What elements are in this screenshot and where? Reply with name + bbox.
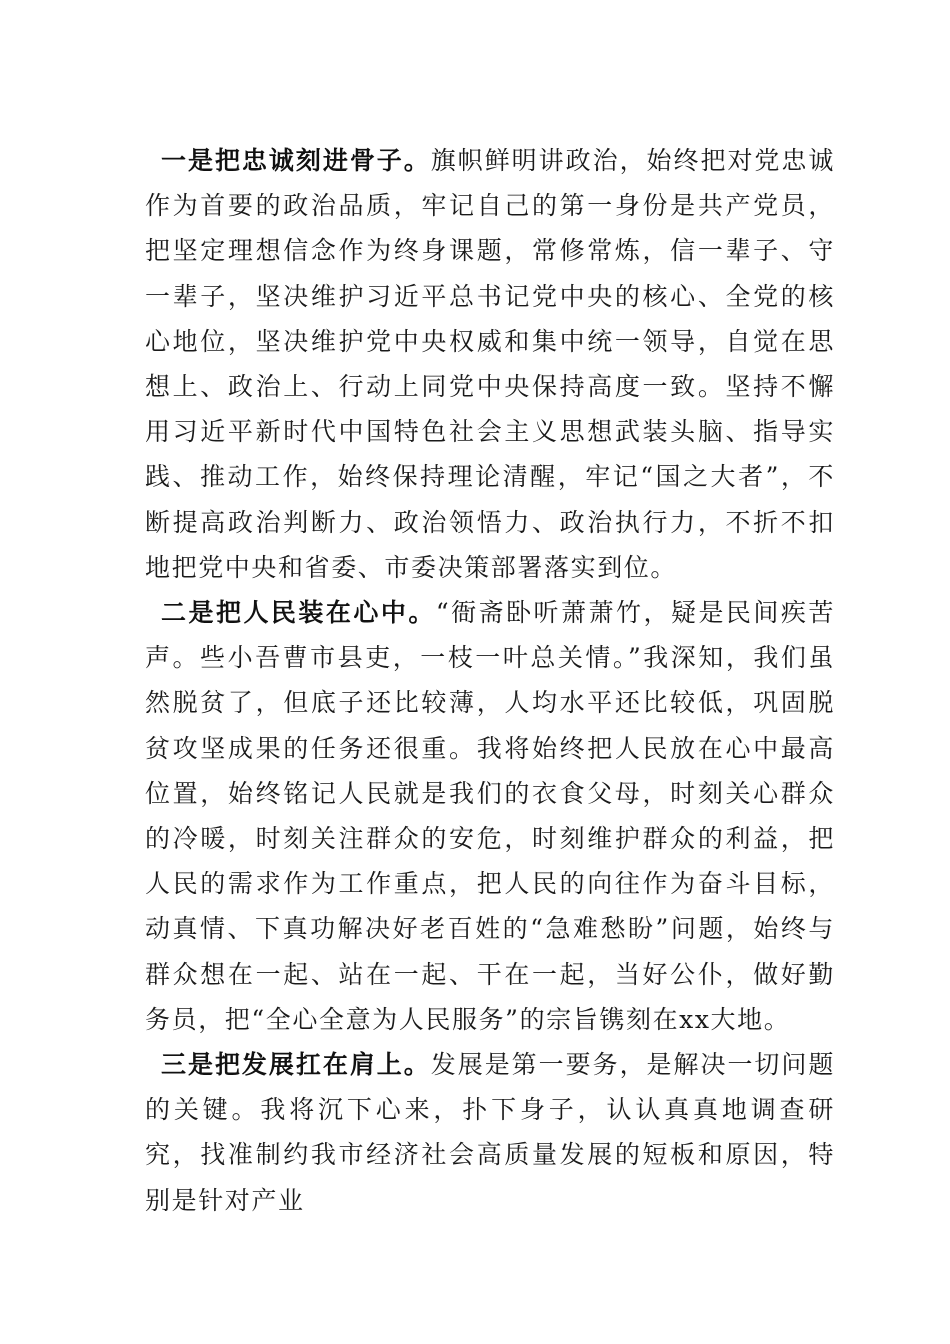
paragraph-text: “衙斋卧听萧萧竹，疑是民间疾苦声。些小吾曹市县吏，一枝一叶总关情。”我深知，我们虽然脱贫了，但底子还比较薄，人均水平还比较低，巩固脱贫攻坚成果的任务还很重。我将始终把人民放在心中最高位置，始终铭记人民就是我们的衣食父母，时刻关心群众的冷暖，时刻关注群众的安危，时刻维护群众的利益，把人民的需求作为工作重点，把人民的向往作为奋斗目标，动真情、下真功解决好老百姓的“急难愁盼”问题，始终与群众想在一起、站在一起、干在一起，当好公仆，做好勤务员，把“全心全意为人民服务”的宗旨镌刻在xx大地。 [145, 598, 835, 1034]
paragraph-lead: 三是把发展扛在肩上。 [161, 1050, 431, 1080]
paragraph-loyalty [145, 138, 835, 590]
paragraph-text: 旗帜鲜明讲政治，始终把对党忠诚作为首要的政治品质，牢记自己的第一身份是共产党员，把坚定理想信念作为终身课题，常修常炼，信一辈子、守一辈子，坚决维护习近平总书记党中央的核心、全党的核心地位，坚决维护党中央权威和集中统一领导，自觉在思想上、政治上、行动上同党中央保持高度一致。坚持不懈用习近平新时代中国特色社会主义思想武装头脑、指导实践、推动工作，始终保持理论清醒，牢记“国之大者”，不断提高政治判断力、政治领悟力、政治执行力，不折不扣地把党中央和省委、市委决策部署落实到位。 [145, 146, 835, 582]
paragraph-lead: 二是把人民装在心中。 [161, 598, 436, 628]
document-body [145, 138, 835, 1223]
paragraph-development [145, 1042, 835, 1223]
paragraph-lead: 一是把忠诚刻进骨子。 [161, 146, 431, 175]
paragraph-people [145, 590, 835, 1042]
paragraph-text: 发展是第一要务，是解决一切问题的关键。我将沉下心来，扑下身子，认认真真地调查研究，找准制约我市经济社会高质量发展的短板和原因，特别是针对产业 [145, 1050, 835, 1215]
